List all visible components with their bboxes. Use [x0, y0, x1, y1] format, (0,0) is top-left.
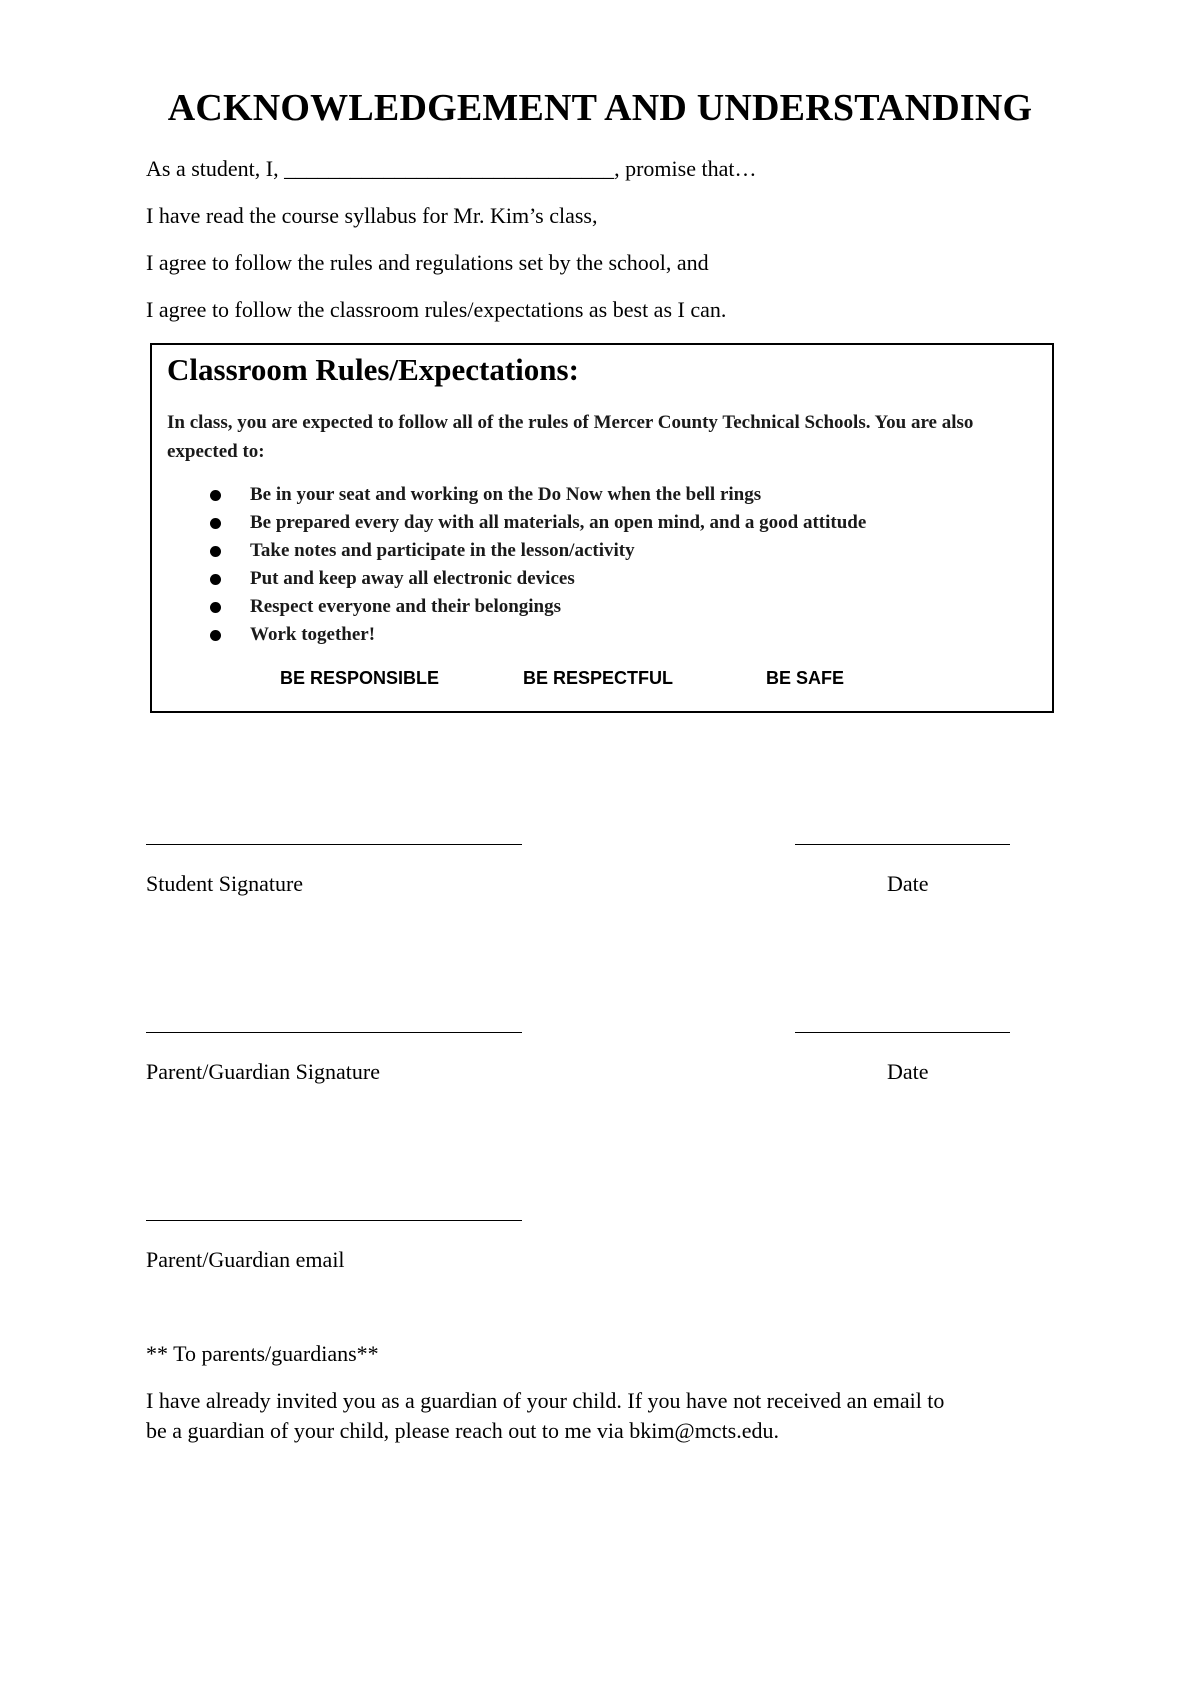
rule-item [208, 537, 866, 565]
parent-signature-line[interactable] [146, 1032, 522, 1033]
rules-heading: Classroom Rules/Expectations: [167, 352, 579, 387]
parent-note-line-2: be a guardian of your child, please reach out to me via bkim@mcts.edu. [146, 1418, 780, 1443]
student-date-label: Date [887, 871, 929, 896]
rule-text: Be prepared every day with all materials, an open mind, and a good attitude [250, 512, 867, 533]
student-name-blank[interactable]: ______________________________ [284, 156, 615, 181]
parent-email-label: Parent/Guardian email [146, 1247, 345, 1272]
rule-text: Respect everyone and their belongings [250, 596, 562, 617]
student-signature-label: Student Signature [146, 871, 304, 896]
rule-item [208, 593, 866, 621]
pledge-line-classroom-rules: I agree to follow the classroom rules/expectations as best as I can. [146, 297, 727, 322]
parent-note-line-1: I have already invited you as a guardian of your child. If you have not received an email to [146, 1388, 945, 1413]
pledge-line-school-rules: I agree to follow the rules and regulations set by the school, and [146, 250, 709, 275]
student-signature-line[interactable] [146, 844, 522, 845]
motto-safe: BE SAFE [766, 668, 845, 688]
pledge-line-syllabus: I have read the course syllabus for Mr. Kim’s class, [146, 203, 598, 228]
pledge-tail: , promise that… [614, 156, 757, 181]
parent-signature-label: Parent/Guardian Signature [146, 1059, 380, 1084]
rule-text: Be in your seat and working on the Do Now when the bell rings [250, 484, 762, 505]
bullet-icon [210, 546, 221, 557]
rule-item [208, 509, 866, 537]
pledge-line-student [146, 156, 756, 182]
bullet-icon [210, 490, 221, 501]
bullet-icon [210, 630, 221, 641]
rule-item [208, 621, 866, 649]
parent-email-line[interactable] [146, 1220, 522, 1221]
rule-text: Work together! [250, 624, 376, 645]
page-title: ACKNOWLEDGEMENT AND UNDERSTANDING [167, 87, 1033, 129]
bullet-icon [210, 518, 221, 529]
pledge-lead: As a student, I, [146, 156, 285, 181]
student-date-line[interactable] [795, 844, 1010, 845]
bullet-icon [210, 574, 221, 585]
rule-text: Put and keep away all electronic devices [250, 568, 575, 589]
rules-list [208, 481, 866, 649]
rules-intro: In class, you are expected to follow all of the rules of Mercer County Technical Schools. You are also expected to: [167, 412, 974, 462]
motto-responsible: BE RESPONSIBLE [280, 668, 440, 688]
motto-respectful: BE RESPECTFUL [523, 668, 674, 688]
bullet-icon [210, 602, 221, 613]
parent-date-label: Date [887, 1059, 929, 1084]
parent-date-line[interactable] [795, 1032, 1010, 1033]
parent-note-heading: ** To parents/guardians** [146, 1341, 379, 1366]
rule-item [208, 481, 866, 509]
rule-text: Take notes and participate in the lesson/activity [250, 540, 635, 561]
rule-item [208, 565, 866, 593]
